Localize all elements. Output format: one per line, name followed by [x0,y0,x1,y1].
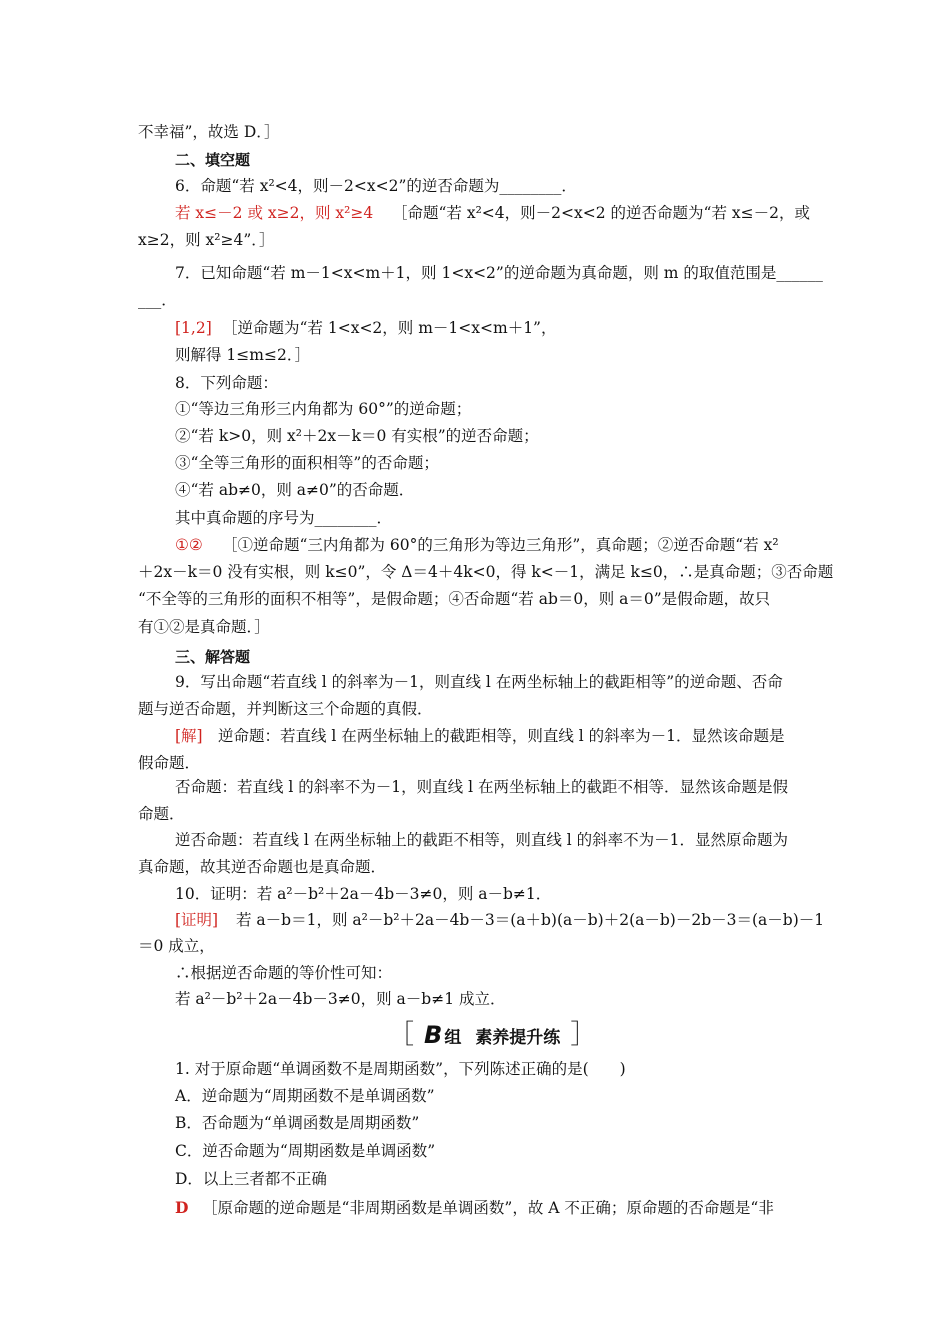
text-line: B．否命题为“单调函数是周期函数” [175,1114,420,1132]
text-line: ___． [138,291,177,309]
text-line: 命题． [138,805,185,823]
banner-group-letter: B [424,1021,443,1049]
text-line: 不幸福”，故选 D．］ [138,123,280,141]
text-line: 否命题：若直线 l 的斜率不为－1，则直线 l 在两坐标轴上的截距不相等．显然该命题是假 [175,778,788,796]
text-line: ［原命题的逆命题是“非周期函数是单调函数”，故 A 不正确；原命题的否命题是“非 [202,1199,774,1217]
text-line: 若 a－b＝1，则 a²－b²＋2a－4b－3＝(a＋b)(a－b)＋2(a－b)－2b－3＝(a－b)－1 [236,911,825,929]
text-line: ［命题“若 x²<4，则－2<x<2 的逆否命题为“若 x≤－2，或 [392,204,810,222]
text-line: ②“若 k>0，则 x²＋2x－k＝0 有实根”的逆否命题； [175,427,539,445]
text-line: 逆命题：若直线 l 在两坐标轴上的截距相等，则直线 l 的斜率为－1．显然该命题是 [218,727,785,745]
text-line: 7．已知命题“若 m－1<x<m＋1，则 1<x<2”的逆命题为真命题，则 m 的取值范围是______ [175,264,823,282]
banner-close-bracket: ］ [570,1020,597,1050]
text-line: ∴根据逆否命题的等价性可知： [175,964,393,982]
text-line: [解] [175,727,203,745]
banner-group-label: 组 [444,1027,462,1048]
text-line: 若 x≤－2 或 x≥2，则 x²≥4 [175,204,374,222]
text-line: 题与逆否命题，并判断这三个命题的真假． [138,700,433,718]
text-line: x≥2，则 x²≥4”．］ [138,231,275,249]
text-line: D．以上三者都不正确 [175,1170,327,1188]
section-banner-b [388,1020,596,1050]
text-line: ①② [175,536,203,554]
text-line: 则解得 1≤m≤2．］ [175,346,311,364]
text-line: 其中真命题的序号为________． [175,509,393,527]
text-line: 9．写出命题“若直线 l 的斜率为－1，则直线 l 在两坐标轴上的截距相等”的逆命题、否命 [175,673,783,691]
text-line: ［逆命题为“若 1<x<2，则 m－1<x<m＋1”， [222,319,557,337]
text-line: [1,2] [175,319,212,337]
text-line: 若 a²－b²＋2a－4b－3≠0，则 a－b≠1 成立． [175,990,506,1008]
text-line: 假命题． [138,754,201,772]
text-line: ①“等边三角形三内角都为 60°”的逆命题； [175,400,472,418]
text-line: 二、填空题 [175,151,251,169]
banner-title: 素养提升练 [475,1027,561,1048]
text-line: “不全等的三角形的面积不相等”，是假命题；④否命题“若 ab＝0，则 a＝0”是假命题，故只 [138,590,771,608]
text-line: 三、解答题 [175,648,251,666]
text-line: C．逆否命题为“周期函数是单调函数” [175,1142,436,1160]
text-line: A．逆命题为“周期函数不是单调函数” [175,1087,435,1105]
text-line: 10．证明：若 a²－b²＋2a－4b－3≠0，则 a－b≠1． [175,885,552,903]
text-line: ＋2x－k＝0 没有实根，则 k≤0”，令 Δ＝4＋4k<0，得 k<－1，满足 k≤0，∴是真命题；③否命题 [138,563,834,581]
text-line: 8．下列命题： [175,374,278,392]
text-line: 真命题，故其逆否命题也是真命题． [138,858,387,876]
text-line: 逆否命题：若直线 l 在两坐标轴上的截距不相等，则直线 l 的斜率不为－1．显然原命题为 [175,831,788,849]
text-line: ④“若 ab≠0，则 a≠0”的否命题． [175,481,415,499]
text-line: ③“全等三角形的面积相等”的否命题； [175,454,439,472]
text-line: 6．命题“若 x²<4，则－2<x<2”的逆否命题为________． [175,177,577,195]
text-line: 有①②是真命题．］ [138,618,270,636]
banner-open-bracket: ［ [388,1020,415,1050]
text-line: [证明] [175,911,219,929]
text-line: ［①逆命题“三内角都为 60°的三角形为等边三角形”，真命题；②逆否命题“若 x² [222,536,779,554]
text-line: 1. 对于原命题“单调函数不是周期函数”，下列陈述正确的是( ) [175,1060,626,1078]
text-line: D [175,1198,189,1217]
text-line: ＝0 成立， [138,937,215,955]
